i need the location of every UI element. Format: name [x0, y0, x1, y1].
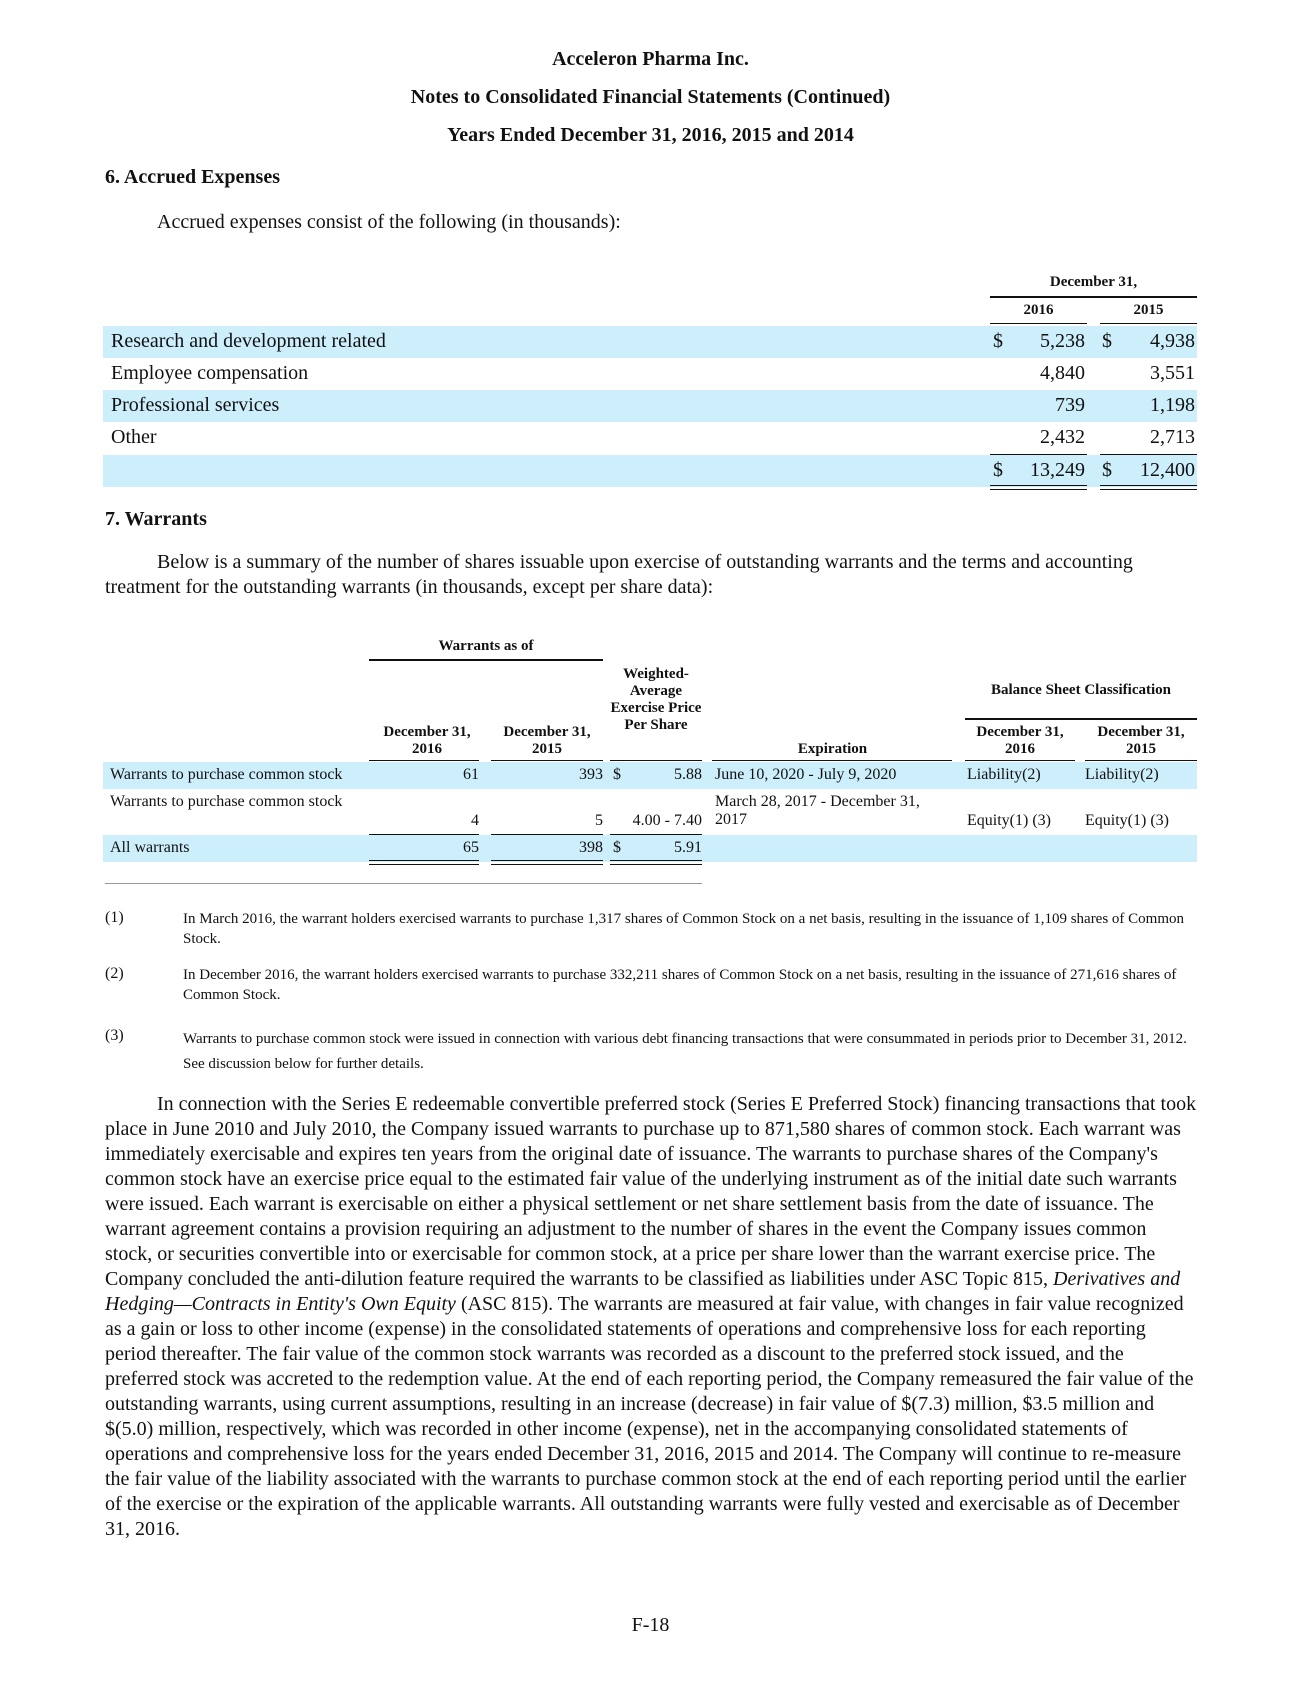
value-2016: 5,238	[1040, 330, 1085, 352]
footnote-mark: (2)	[105, 965, 124, 982]
total-double-rule	[610, 860, 702, 865]
body-text-italic: Derivatives and Hedging—Contracts in Entity's Own Equity	[105, 1268, 1181, 1315]
col-bs-2015: December 31, 2015	[1097, 724, 1185, 757]
warrants-group-rule	[369, 659, 603, 661]
row-label: Professional services	[111, 394, 280, 416]
page-number: F-18	[631, 1614, 670, 1636]
currency-symbol: $	[613, 766, 621, 783]
footnote-separator	[105, 883, 702, 884]
dec-2016-value: 61	[463, 766, 479, 783]
col-dec-2016: December 31, 2016	[383, 724, 471, 757]
accrued-col-2016: 2016	[1023, 302, 1054, 318]
price-value: 5.88	[674, 766, 702, 783]
dec-2016-value: 4	[471, 812, 479, 829]
warrants-intro: Below is a summary of the number of shares issuable upon exercise of outstanding warrants and the terms and accounting treatment for the outstanding warrants (in thousands, except per share data):	[105, 551, 1133, 598]
bs-2016-value: Liability(2)	[967, 766, 1041, 783]
total-price: 5.91	[674, 839, 702, 856]
col-expiration: Expiration	[797, 741, 868, 757]
currency-symbol: $	[1102, 330, 1112, 352]
currency-symbol: $	[1102, 459, 1112, 481]
table-row	[103, 762, 1197, 789]
table-row	[103, 326, 1197, 358]
currency-symbol: $	[613, 839, 621, 856]
col-rule-2015	[1100, 323, 1197, 324]
value-2015: 3,551	[1150, 362, 1195, 384]
total-dec-2015: 398	[579, 839, 603, 856]
warrants-group-header: Warrants as of	[438, 638, 534, 654]
body-text-part2: (ASC 815). The warrants are measured at fair value, with changes in fair value recognized as a gain or loss to other income (expense) in the consolidated statements of operations and comprehensive loss for each reporting period thereafter. The fair value of the common stock warrants was recorded as a discount to the preferred stock issued, and the preferred stock was accreted to the redemption value. At the end of each reporting period, the Company remeasured the fair value of the outstanding warrants, using current assumptions, resulting in an increase (decrease) in fair value of $(7.3) million, $3.5 million and $(5.0) million, respectively, which was recorded in other income (expense), net in the accompanying consolidated statements of operations and comprehensive loss for the years ended December 31, 2016, 2015 and 2014. The Company will continue to re-measure the fair value of the liability associated with the warrants to purchase common stock at the end of each reporting period until the earlier of the exercise or the expiration of the applicable warrants. All outstanding warrants were fully vested and exercisable as of December 31, 2016.	[105, 1293, 1194, 1540]
total-double-rule	[369, 860, 479, 865]
accrued-group-header: December 31,	[1049, 274, 1138, 290]
body-text-part1: In connection with the Series E redeemable convertible preferred stock (Series E Preferred Stock) financing transactions that took place in June 2010 and July 2010, the Company issued warrants to purchase up to 871,580 shares of common stock. Each warrant was immediately exercisable and expires ten years from the original date of issuance. The warrants to purchase shares of the Company's common stock have an exercise price equal to the estimated fair value of the underlying instrument as of the initial date such warrants were issued. Each warrant is exercisable on either a physical settlement or net share settlement basis from the date of issuance. The warrant agreement contains a provision requiring an adjustment to the number of shares in the event the Company issues common stock, or securities convertible into or exercisable for common stock, at a price per share lower than the warrant exercise price. The Company concluded the anti-dilution feature required the warrants to be classified as liabilities under ASC Topic 815,	[105, 1093, 1197, 1290]
footnote-mark: (1)	[105, 909, 124, 926]
footnote-mark: (3)	[105, 1027, 124, 1044]
header-rule	[965, 760, 1075, 761]
total-row	[103, 835, 1197, 862]
row-label: Research and development related	[111, 330, 386, 352]
currency-symbol: $	[993, 459, 1003, 481]
dec-2015-value: 5	[595, 812, 603, 829]
body-paragraph	[105, 1092, 1197, 1542]
col-dec-2015: December 31, 2015	[503, 724, 591, 757]
col-bs-2016: December 31, 2016	[976, 724, 1064, 757]
total-2016: 13,249	[1030, 459, 1085, 481]
footnote-text: In March 2016, the warrant holders exercised warrants to purchase 1,317 shares of Common Stock on a net basis, resulting in the issuance of 1,109 shares of Common Stock.	[183, 911, 1185, 947]
notes-subtitle: Notes to Consolidated Financial Statements (Continued)	[410, 86, 891, 108]
dec-2015-value: 393	[579, 766, 603, 783]
bs-2015-value: Equity(1) (3)	[1085, 812, 1169, 829]
table-row	[103, 358, 1197, 390]
total-double-rule-2016	[990, 485, 1087, 490]
accrued-heading: 6. Accrued Expenses	[105, 166, 280, 188]
footnote-text: In December 2016, the warrant holders exercised warrants to purchase 332,211 shares of Common Stock on a net basis, resulting in the issuance of 271,616 shares of Common Stock.	[183, 967, 1177, 1003]
bs-group-header: Balance Sheet Classification	[991, 682, 1171, 698]
value-2016: 2,432	[1040, 426, 1085, 448]
total-label: All warrants	[110, 839, 190, 856]
warrants-heading: 7. Warrants	[105, 508, 207, 530]
row-label: Employee compensation	[111, 362, 309, 384]
row-label: Warrants to purchase common stock	[110, 793, 343, 810]
row-label: Warrants to purchase common stock	[110, 766, 343, 783]
header-rule	[1085, 760, 1197, 761]
table-row	[103, 422, 1197, 454]
total-double-rule	[491, 860, 603, 865]
accrued-col-2015: 2015	[1133, 302, 1164, 318]
header-rule	[712, 760, 952, 761]
footnote-text: Warrants to purchase common stock were issued in connection with various debt financing transactions that were consummated in periods prior to December 31, 2012. See discussion below for further details.	[183, 1031, 1187, 1072]
col-rule-2016	[990, 323, 1087, 324]
value-2015: 2,713	[1150, 426, 1195, 448]
table-row	[103, 390, 1197, 422]
value-2015: 4,938	[1150, 330, 1195, 352]
table-row	[103, 789, 1197, 833]
period-title: Years Ended December 31, 2016, 2015 and 2014	[447, 124, 854, 146]
currency-symbol: $	[993, 330, 1003, 352]
expiration-value: March 28, 2017 - December 31, 2017	[715, 793, 920, 828]
bs-2016-value: Equity(1) (3)	[967, 812, 1051, 829]
total-dec-2016: 65	[463, 839, 479, 856]
accrued-intro: Accrued expenses consist of the following (in thousands):	[157, 211, 621, 233]
header-rule	[491, 760, 603, 761]
value-2016: 4,840	[1040, 362, 1085, 384]
col-price: Weighted-Average Exercise Price Per Share	[610, 666, 702, 733]
bs-group-rule	[965, 718, 1197, 720]
header-rule	[369, 760, 479, 761]
value-2015: 1,198	[1150, 394, 1195, 416]
total-double-rule-2015	[1100, 485, 1197, 490]
expiration-value: June 10, 2020 - July 9, 2020	[715, 766, 897, 783]
bs-2015-value: Liability(2)	[1085, 766, 1159, 783]
value-2016: 739	[1055, 394, 1085, 416]
total-2015: 12,400	[1140, 459, 1195, 481]
price-value: 4.00 - 7.40	[632, 812, 702, 829]
group-rule	[990, 296, 1197, 298]
company-name: Acceleron Pharma Inc.	[552, 48, 749, 70]
header-rule	[610, 760, 702, 761]
row-label: Other	[111, 426, 157, 448]
total-row	[103, 455, 1197, 487]
